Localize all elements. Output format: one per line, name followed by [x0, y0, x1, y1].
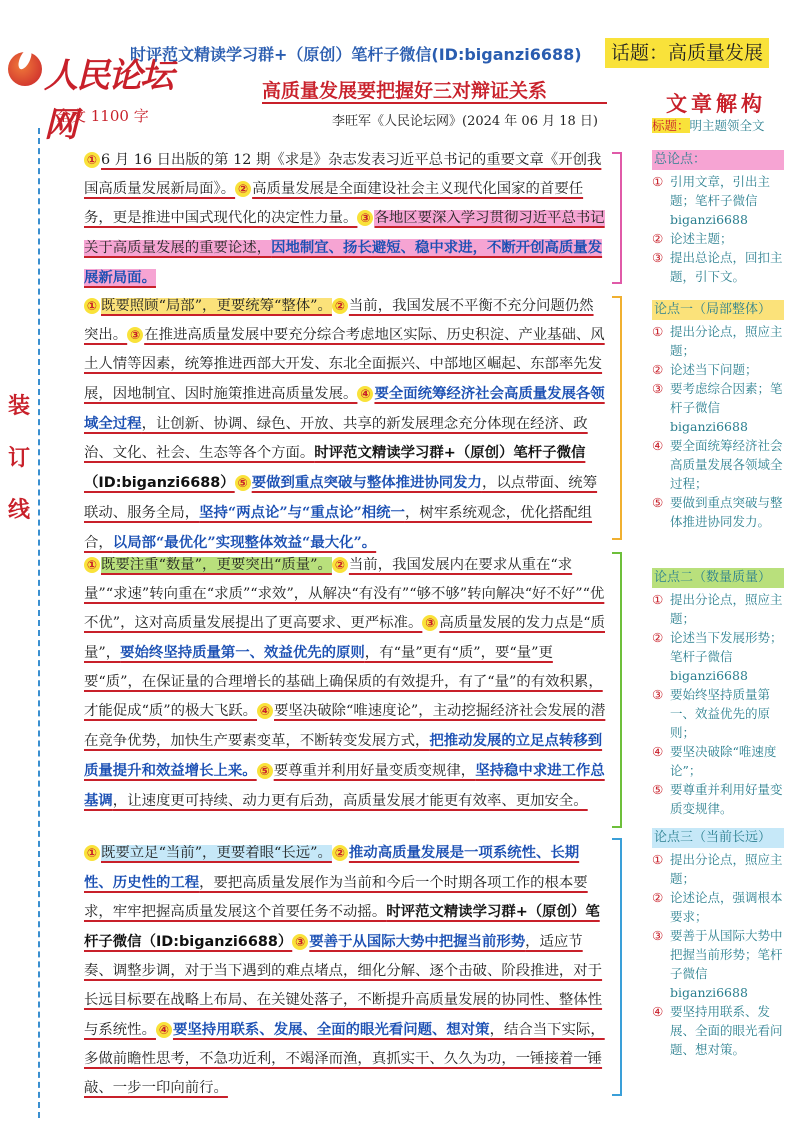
item-text: 论述主题； [670, 231, 733, 246]
binding-char: 装 [7, 393, 30, 419]
item-text: 要做到重点突破与整体推进协同发力。 [670, 495, 783, 529]
point-number: ① [84, 557, 100, 573]
paragraph-point-two [84, 551, 606, 816]
key-sentence: 把推动发展的立足点转移到质量提升和效益增长上来。 [84, 732, 603, 779]
topic-badge: 话题：高质量发展 [605, 38, 769, 68]
logo-text: 人民论坛网 [44, 56, 172, 145]
list-item [652, 229, 784, 248]
item-text: 引用文章，引出主题；笔杆子微信 biganzi6688 [670, 174, 771, 227]
list-item [652, 742, 784, 780]
bracket-intro [612, 152, 622, 284]
sentence-highlight: 各地区要深入学习贯彻习近平总书记关于高质量发展的重要论述， [84, 210, 605, 256]
item-text: 要善于从国际大势中把握当前形势；笔杆子微信 biganzi6688 [670, 928, 783, 1000]
item-number: ③ [652, 250, 664, 265]
point-number: ① [84, 298, 100, 314]
point-number: ① [84, 152, 100, 168]
sentence: ，树牢系统观念，优化搭配组合， [84, 505, 593, 551]
sidebar-title: 文章解构 [666, 91, 766, 116]
sub-thesis: 既要注重“数量”，更要突出“质量”。 [101, 557, 332, 573]
sentence: 高质量发展的发力点是“质量”， [84, 615, 605, 661]
key-sentence: 推动高质量发展是一项系统性、长期性、历史性的工程 [84, 844, 580, 891]
title-note [652, 116, 765, 134]
item-number: ③ [652, 381, 664, 396]
bracket-point-one [612, 296, 622, 540]
section-head: 总论点： [652, 150, 784, 170]
item-text: 论述当下问题； [670, 362, 758, 377]
item-text: 要考虑综合因素；笔杆子微信 biganzi6688 [670, 381, 783, 434]
point-number: ⑤ [257, 763, 273, 779]
binding-line-label [6, 380, 32, 536]
item-number: ① [652, 324, 664, 339]
sentence: ，让创新、协调、绿色、开放、共享的新发展理念充分体现在经济、政治、文化、社会、生态等各个方面。 [84, 416, 588, 461]
title-underline [262, 102, 607, 104]
key-sentence: 要始终坚持质量第一、效益优先的原则 [120, 644, 365, 661]
list-item [652, 888, 784, 926]
point-number: ④ [257, 703, 273, 719]
item-text: 论述当下发展形势；笔杆子微信 biganzi6688 [670, 630, 783, 683]
point-number: ① [84, 845, 100, 861]
point-number: ③ [127, 327, 143, 343]
sub-thesis: 既要照顾“局部”，更要统筹“整体”。 [101, 298, 332, 314]
sentence-highlight-key: 因地制宜、扬长避短、稳中求进，不断开创高质量发展新局面。 [84, 239, 603, 286]
list-item [652, 590, 784, 628]
point-number: ④ [357, 386, 373, 402]
item-text: 论述论点，强调根本要求； [670, 890, 783, 924]
item-number: ② [652, 890, 664, 905]
key-sentence: 要善于从国际大势中把握当前形势 [309, 933, 526, 950]
item-text: 要始终坚持质量第一、效益优先的原则； [670, 687, 771, 740]
list-item [652, 685, 784, 742]
item-number: ④ [652, 744, 664, 759]
sentence: 要坚决破除“唯速度论”，主动挖掘经济社会发展的潜在竞争优势，加快生产要素变革，不断转变发展方式， [84, 703, 606, 749]
point-number: ④ [156, 1022, 172, 1038]
item-text: 要坚决破除“唯速度论”； [670, 744, 777, 778]
list-item [652, 1002, 784, 1059]
item-text: 要尊重并利用好量变质变规律。 [670, 782, 783, 816]
paragraph-intro [84, 146, 606, 293]
item-text: 要全面统筹经济社会高质量发展各领域全过程； [670, 438, 783, 491]
item-number: ③ [652, 687, 664, 702]
sentence: 当前，我国发展内在要求从重在“求量”“求速”转向重在“求质”“求效”，从解决“有没有”“够不够”转向解决“好不好”“优不优”，这对高质量发展提出了更高要求、更严标准。 [84, 557, 605, 631]
section-list [652, 172, 784, 286]
group-promo-line: 时评范文精读学习群+（原创）笔杆子微信(ID:biganzi6688) [130, 45, 582, 64]
sentence: 6 月 16 日出版的第 12 期《求是》杂志发表习近平总书记的重要文章《开创我国高质量发展新局面》。 [84, 152, 602, 197]
item-number: ② [652, 231, 664, 246]
key-sentence: 要全面统筹经济社会高质量发展各领域全过程 [84, 385, 605, 432]
list-item [652, 926, 784, 1002]
binding-dash-line [38, 128, 40, 1118]
item-text: 提出分论点，照应主题； [670, 592, 783, 626]
sentence: ，适应节奏、调整步调，对于当下遇到的难点堵点，细化分解、逐个击破、阶段推进，对于长远目标要在战略上布局、在关键处落子，不断提升高质量发展的协同性、整体性与系统性。 [84, 934, 603, 1038]
key-sentence: 要做到重点突破与整体推进协同发力 [251, 474, 482, 491]
point-number: ② [332, 845, 348, 861]
key-sentence: 坚持“两点论”与“重点论”相统一 [199, 504, 405, 521]
sentence: 当前，我国发展不平衡不充分问题仍然突出。 [84, 298, 594, 343]
point-number: ⑤ [235, 475, 251, 491]
sentence: ，让速度更可持续、动力更有后劲，高质量发展才能更有效率、更加安全。 [112, 793, 588, 809]
item-number: ⑤ [652, 495, 664, 510]
list-item [652, 436, 784, 493]
sentence: ，要把高质量发展作为当前和今后一个时期各项工作的根本要求，牢牢把握高质量发展这个首要任务不动摇。 [84, 875, 588, 920]
title-note-label: 标题： [652, 118, 690, 133]
word-count: 全文 1100 字 [56, 107, 149, 125]
sentence: 要尊重并利用好量变质变规律， [273, 763, 476, 779]
article-title: 高质量发展要把握好三对辩证关系 [262, 80, 548, 102]
sub-thesis: 既要立足“当前”，更要着眼“长远”。 [101, 845, 332, 861]
binding-char: 订 [7, 445, 30, 471]
key-sentence: 以局部“最优化”实现整体效益“最大化”。 [112, 534, 377, 551]
item-number: ④ [652, 438, 664, 453]
section-list [652, 590, 784, 818]
item-number: ② [652, 630, 664, 645]
item-text: 提出总论点，回扣主题，引下文。 [670, 250, 783, 284]
bracket-point-two [612, 552, 622, 828]
point-number: ③ [357, 210, 373, 226]
sentence: ，结合当下实际，多做前瞻性思考，不急功近利，不竭泽而渔，真抓实干、久久为功，一锤接着一锤敲、一步一印向前行。 [84, 1022, 605, 1096]
sentence: 高质量发展是全面建设社会主义现代化国家的首要任务，更是推进中国式现代化的决定性力量。 [84, 181, 584, 226]
list-item [652, 780, 784, 818]
key-sentence: 要坚持用联系、发展、全面的眼光看问题、想对策 [172, 1021, 490, 1038]
list-item [652, 628, 784, 685]
item-number: ① [652, 592, 664, 607]
section-head: 论点三（当前长远） [652, 828, 784, 848]
point-number: ② [332, 557, 348, 573]
sentence: ，以点带面、统筹联动、服务全局， [84, 475, 598, 521]
bracket-point-three [612, 838, 622, 1096]
point-number: ③ [422, 615, 438, 631]
logo-flame-icon [8, 52, 42, 86]
item-number: ① [652, 852, 664, 867]
binding-char: 线 [7, 497, 30, 523]
list-item [652, 248, 784, 286]
list-item [652, 850, 784, 888]
promo-inline: 时评范文精读学习群+（原创）笔杆子微信（ID:biganzi6688） [84, 445, 586, 491]
item-number: ① [652, 174, 664, 189]
point-number: ③ [292, 934, 308, 950]
sentence: 在推进高质量发展中要充分综合考虑地区实际、历史积淀、产业基础、风土人情等因素，统筹推进西部大开发、东北全面振兴、中部地区崛起、东部率先发展，因地制宜、因时施策推进高质量发展。 [84, 327, 605, 402]
item-text: 要坚持用联系、发展、全面的眼光看问题、想对策。 [670, 1004, 783, 1057]
item-number: ③ [652, 928, 664, 943]
list-item [652, 493, 784, 531]
paragraph-point-three [84, 838, 606, 1103]
item-number: ⑤ [652, 782, 664, 797]
sentence: ，有“量”更有“质”，要“量”更要“质”，在保证量的合理增长的基础上确保质的有效提升，有了“量”的有效积累，才能促成“质”的极大飞跃。 [84, 645, 603, 719]
item-number: ② [652, 362, 664, 377]
section-head: 论点一（局部整体） [652, 300, 784, 320]
list-item [652, 379, 784, 436]
item-text: 提出分论点，照应主题； [670, 852, 783, 886]
byline: 李旺军《人民论坛网》(2024 年 06 月 18 日) [332, 114, 598, 129]
item-text: 提出分论点，照应主题； [670, 324, 783, 358]
item-number: ④ [652, 1004, 664, 1019]
point-number: ② [235, 181, 251, 197]
section-head: 论点二（数量质量） [652, 568, 784, 588]
section-list [652, 850, 784, 1059]
title-note-text: 明主题领全文 [689, 118, 765, 133]
list-item [652, 360, 784, 379]
list-item [652, 322, 784, 360]
point-number: ② [332, 298, 348, 314]
paragraph-point-one [84, 292, 606, 558]
promo-inline: 时评范文精读学习群+（原创）笔杆子微信（ID:biganzi6688） [84, 904, 600, 950]
section-list [652, 322, 784, 531]
key-sentence: 坚持稳中求进工作总基调 [84, 762, 605, 809]
list-item [652, 172, 784, 229]
